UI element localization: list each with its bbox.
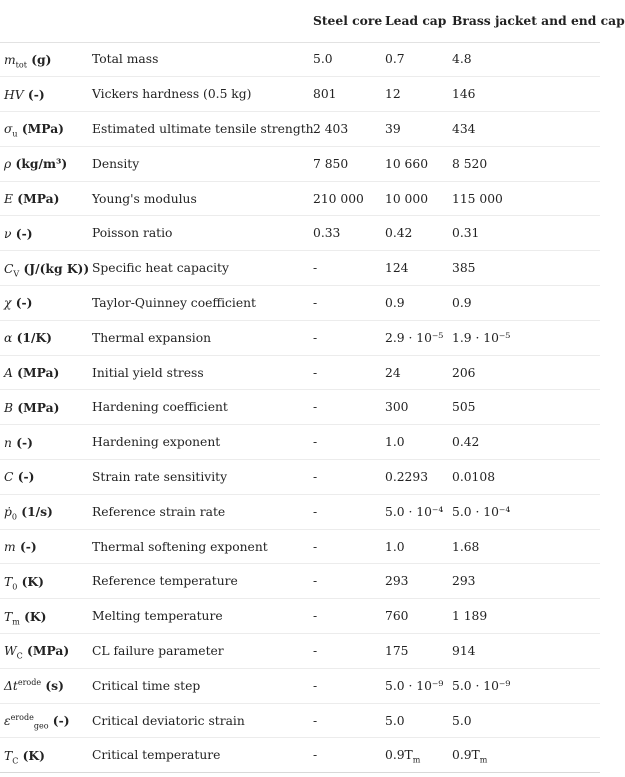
parameter-symbol [0, 668, 92, 703]
symbol-variable: σ [4, 122, 13, 137]
brass-jacket-value-text: 5.0 · 10⁻⁴ [452, 504, 511, 519]
brass-jacket-value-text: 146 [452, 87, 476, 102]
symbol-variable: T [4, 609, 13, 624]
brass-jacket-value-text: 434 [452, 121, 476, 136]
symbol-subscript: u [12, 129, 18, 139]
steel-core-value-text: 801 [313, 87, 337, 102]
steel-core-value [313, 738, 385, 773]
symbol-variable: T [4, 574, 13, 589]
brass-jacket-value [452, 286, 600, 321]
parameter-symbol [0, 529, 92, 564]
symbol-unit: (1/s) [21, 504, 53, 520]
parameter-symbol [0, 355, 92, 390]
steel-core-value [313, 146, 385, 181]
table-row [0, 181, 600, 216]
steel-core-value [313, 42, 385, 77]
lead-cap-value [385, 494, 452, 529]
brass-jacket-value-text: 505 [452, 400, 476, 415]
lead-cap-value-text: 300 [385, 400, 409, 415]
symbol-subscript: C [16, 651, 23, 661]
parameter-symbol [0, 286, 92, 321]
lead-cap-value-text: 0.7 [385, 52, 405, 67]
brass-jacket-value [452, 634, 600, 669]
steel-core-value-text: - [313, 330, 318, 345]
lead-cap-value [385, 703, 452, 738]
parameter-description: Taylor-Quinney coefficient [92, 295, 256, 310]
brass-jacket-value-text: 5.0 · 10⁻⁹ [452, 678, 511, 693]
parameter-description: Poisson ratio [92, 226, 173, 241]
lead-cap-value-text: 0.9T [385, 748, 413, 763]
symbol-unit: (MPa) [17, 365, 60, 381]
lead-cap-value-text: 293 [385, 574, 409, 589]
lead-cap-value [385, 390, 452, 425]
lead-cap-value [385, 77, 452, 112]
brass-jacket-value [452, 425, 600, 460]
parameter-symbol [0, 390, 92, 425]
symbol-unit: (J/(kg K)) [23, 260, 90, 276]
parameter-description: Specific heat capacity [92, 261, 229, 276]
steel-core-value-text: - [313, 469, 318, 484]
table-row [0, 668, 600, 703]
lead-cap-value-text: 5.0 [385, 713, 405, 728]
symbol-subscript: V [13, 269, 20, 279]
lead-cap-value [385, 634, 452, 669]
steel-core-value-text: 7 850 [313, 156, 349, 171]
lead-cap-value-text: 124 [385, 261, 409, 276]
table-row [0, 634, 600, 669]
lead-cap-value [385, 668, 452, 703]
symbol-unit: (-) [15, 295, 33, 311]
symbol-unit: (-) [17, 469, 35, 485]
parameter-description: Density [92, 156, 140, 171]
brass-jacket-value [452, 460, 600, 495]
table-row [0, 146, 600, 181]
steel-core-value [313, 564, 385, 599]
steel-core-value [313, 703, 385, 738]
symbol-variable: α [4, 331, 13, 346]
symbol-variable: C [4, 261, 14, 276]
lead-cap-value [385, 320, 452, 355]
symbol-subscript: tot [15, 60, 27, 70]
steel-core-value [313, 494, 385, 529]
steel-core-value-text: - [313, 400, 318, 415]
steel-core-value-text: - [313, 748, 318, 763]
parameter-description: Hardening coefficient [92, 400, 228, 415]
lead-cap-value-text: 0.42 [385, 226, 413, 241]
brass-jacket-value [452, 529, 600, 564]
brass-jacket-value [452, 703, 600, 738]
parameter-description: Critical temperature [92, 748, 221, 763]
table-row [0, 703, 600, 738]
symbol-variable: A [4, 366, 13, 381]
parameter-symbol [0, 599, 92, 634]
symbol-unit: (-) [16, 434, 33, 450]
table-row [0, 599, 600, 634]
symbol-variable: W [4, 644, 17, 659]
brass-jacket-value [452, 181, 600, 216]
lead-cap-value [385, 529, 452, 564]
brass-jacket-value-text: 115 000 [452, 191, 503, 206]
lead-cap-value-text: 0.2293 [385, 469, 429, 484]
parameter-description: Strain rate sensitivity [92, 469, 228, 484]
lead-cap-value-text: 5.0 · 10⁻⁹ [385, 678, 444, 693]
steel-core-value-text: 2 403 [313, 121, 349, 136]
header-symbol [0, 0, 92, 42]
lead-cap-value-text: 10 660 [385, 156, 429, 171]
steel-core-value [313, 181, 385, 216]
parameter-description: Hardening exponent [92, 435, 221, 450]
steel-core-value [313, 112, 385, 147]
lead-cap-value [385, 146, 452, 181]
steel-core-value [313, 216, 385, 251]
symbol-unit: (K) [24, 608, 47, 624]
steel-core-value [313, 77, 385, 112]
parameter-symbol [0, 425, 92, 460]
brass-jacket-value [452, 320, 600, 355]
parameter-description: Thermal softening exponent [92, 539, 268, 554]
lead-cap-value [385, 355, 452, 390]
steel-core-value-text: - [313, 643, 318, 658]
table-row [0, 320, 600, 355]
symbol-variable: B [4, 400, 14, 415]
steel-core-value [313, 355, 385, 390]
brass-jacket-value-text: 1.68 [452, 539, 480, 554]
steel-core-value [313, 634, 385, 669]
lead-cap-value-text: 760 [385, 609, 409, 624]
brass-jacket-value [452, 564, 600, 599]
symbol-unit: (1/K) [16, 330, 52, 346]
symbol-unit: (K) [21, 573, 44, 589]
symbol-unit: (MPa) [21, 121, 64, 137]
symbol-unit: (-) [15, 225, 33, 241]
brass-jacket-value-subscript: m [479, 755, 488, 765]
brass-jacket-value [452, 494, 600, 529]
symbol-variable: m [4, 52, 16, 67]
table-row [0, 216, 600, 251]
parameter-symbol [0, 564, 92, 599]
symbol-subscript: 0 [11, 512, 17, 522]
brass-jacket-value [452, 112, 600, 147]
table-row [0, 42, 600, 77]
symbol-variable: ρ [4, 157, 12, 172]
symbol-unit: (kg/m³) [15, 156, 68, 172]
parameter-symbol [0, 738, 92, 773]
steel-core-value [313, 460, 385, 495]
steel-core-value-text: - [313, 365, 318, 380]
lead-cap-value [385, 738, 452, 773]
parameter-symbol [0, 634, 92, 669]
table-header-row [0, 0, 600, 42]
symbol-unit: (s) [45, 678, 64, 694]
brass-jacket-value [452, 216, 600, 251]
lead-cap-value [385, 599, 452, 634]
table-row [0, 529, 600, 564]
lead-cap-value-text: 10 000 [385, 191, 429, 206]
steel-core-value [313, 251, 385, 286]
table-row [0, 564, 600, 599]
symbol-subscript: m [12, 617, 20, 627]
brass-jacket-value-text: 0.9T [452, 748, 480, 763]
parameter-description: Initial yield stress [92, 365, 204, 380]
parameter-symbol [0, 494, 92, 529]
header-steel-core: Steel core [313, 0, 385, 42]
symbol-variable: C [4, 470, 14, 485]
steel-core-value-text: - [313, 574, 318, 589]
brass-jacket-value-text: 8 520 [452, 156, 488, 171]
parameter-symbol [0, 320, 92, 355]
symbol-superscript: erode [17, 678, 42, 688]
symbol-variable: Δt [4, 679, 18, 694]
table-row [0, 286, 600, 321]
lead-cap-value-text: 12 [385, 87, 401, 102]
parameter-description: CL failure parameter [92, 643, 224, 658]
table-row [0, 251, 600, 286]
steel-core-value [313, 529, 385, 564]
brass-jacket-value [452, 42, 600, 77]
table-row [0, 390, 600, 425]
steel-core-value-text: - [313, 295, 318, 310]
parameter-symbol [0, 251, 92, 286]
symbol-superscript: erode [10, 712, 34, 722]
symbol-variable: ṗ [4, 505, 12, 520]
parameter-symbol [0, 77, 92, 112]
table-row [0, 494, 600, 529]
brass-jacket-value-text: 1 189 [452, 609, 488, 624]
lead-cap-value [385, 42, 452, 77]
parameter-description: Thermal expansion [92, 330, 212, 345]
brass-jacket-value-text: 5.0 [452, 713, 472, 728]
symbol-variable: E [4, 192, 13, 207]
parameter-description: Estimated ultimate tensile strength [92, 121, 314, 136]
lead-cap-value [385, 251, 452, 286]
lead-cap-value-subscript: m [412, 755, 421, 765]
brass-jacket-value-text: 0.0108 [452, 469, 496, 484]
lead-cap-value-text: 2.9 · 10⁻⁵ [385, 330, 444, 345]
steel-core-value-text: - [313, 435, 318, 450]
symbol-variable: ν [4, 226, 12, 241]
steel-core-value-text: 5.0 [313, 52, 333, 67]
parameter-description: Critical time step [92, 678, 201, 693]
steel-core-value-text: - [313, 539, 318, 554]
steel-core-value-text: - [313, 678, 318, 693]
symbol-unit: (-) [19, 539, 37, 555]
brass-jacket-value [452, 390, 600, 425]
symbol-subscript: C [12, 756, 19, 766]
parameter-description: Vickers hardness (0.5 kg) [92, 87, 252, 102]
lead-cap-value [385, 564, 452, 599]
brass-jacket-value [452, 146, 600, 181]
steel-core-value [313, 668, 385, 703]
brass-jacket-value-text: 914 [452, 643, 476, 658]
steel-core-value-text: 0.33 [313, 226, 341, 241]
lead-cap-value-text: 175 [385, 643, 409, 658]
lead-cap-value-text: 39 [385, 121, 401, 136]
lead-cap-value-text: 24 [385, 365, 401, 380]
lead-cap-value-text: 1.0 [385, 539, 405, 554]
table-row [0, 355, 600, 390]
lead-cap-value [385, 181, 452, 216]
brass-jacket-value [452, 738, 600, 773]
symbol-unit: (K) [22, 747, 45, 763]
steel-core-value-text: - [313, 261, 318, 276]
symbol-unit: (MPa) [27, 643, 70, 659]
header-brass-jacket: Brass jacket and end cap [452, 0, 600, 42]
lead-cap-value [385, 460, 452, 495]
symbol-variable: n [4, 435, 12, 450]
symbol-subscript: geo [33, 721, 49, 731]
symbol-unit: (-) [27, 86, 45, 102]
table-body [0, 42, 600, 773]
symbol-unit: (g) [31, 51, 52, 67]
parameter-symbol [0, 460, 92, 495]
header-lead-cap: Lead cap [385, 0, 452, 42]
brass-jacket-value-text: 1.9 · 10⁻⁵ [452, 330, 511, 345]
brass-jacket-value [452, 251, 600, 286]
table-row [0, 738, 600, 773]
brass-jacket-value-text: 4.8 [452, 52, 472, 67]
parameter-description: Reference temperature [92, 574, 238, 589]
lead-cap-value [385, 112, 452, 147]
lead-cap-value [385, 425, 452, 460]
table-row [0, 425, 600, 460]
steel-core-value [313, 425, 385, 460]
header-description [92, 0, 313, 42]
parameter-symbol [0, 146, 92, 181]
parameter-description: Reference strain rate [92, 504, 226, 519]
parameter-description: Melting temperature [92, 609, 223, 624]
symbol-subscript: 0 [12, 582, 18, 592]
parameter-description: Young's modulus [92, 191, 197, 206]
steel-core-value-text: - [313, 713, 318, 728]
steel-core-value [313, 286, 385, 321]
brass-jacket-value-text: 0.31 [452, 226, 480, 241]
brass-jacket-value-text: 0.9 [452, 295, 472, 310]
brass-jacket-value [452, 355, 600, 390]
symbol-variable: HV [4, 87, 24, 102]
parameter-symbol [0, 181, 92, 216]
brass-jacket-value-text: 293 [452, 574, 476, 589]
symbol-unit: (-) [52, 713, 70, 729]
symbol-unit: (MPa) [17, 191, 60, 207]
table-row [0, 77, 600, 112]
lead-cap-value-text: 1.0 [385, 435, 405, 450]
parameter-symbol [0, 42, 92, 77]
parameter-symbol [0, 703, 92, 738]
symbol-variable: χ [4, 296, 12, 311]
steel-core-value [313, 320, 385, 355]
brass-jacket-value [452, 668, 600, 703]
steel-core-value-text: 210 000 [313, 191, 364, 206]
brass-jacket-value [452, 77, 600, 112]
table-row [0, 112, 600, 147]
brass-jacket-value-text: 206 [452, 365, 476, 380]
lead-cap-value [385, 216, 452, 251]
symbol-variable: ε [4, 714, 11, 729]
parameter-description: Critical deviatoric strain [92, 713, 245, 728]
lead-cap-value-text: 5.0 · 10⁻⁴ [385, 504, 444, 519]
table-row [0, 460, 600, 495]
brass-jacket-value-text: 0.42 [452, 435, 480, 450]
steel-core-value [313, 390, 385, 425]
parameter-description: Total mass [92, 52, 159, 67]
steel-core-value-text: - [313, 504, 318, 519]
steel-core-value [313, 599, 385, 634]
brass-jacket-value-text: 385 [452, 261, 476, 276]
parameter-symbol [0, 112, 92, 147]
lead-cap-value [385, 286, 452, 321]
symbol-unit: (MPa) [17, 399, 60, 415]
steel-core-value-text: - [313, 609, 318, 624]
brass-jacket-value [452, 599, 600, 634]
symbol-variable: m [4, 540, 16, 555]
parameter-symbol [0, 216, 92, 251]
symbol-variable: T [4, 748, 13, 763]
lead-cap-value-text: 0.9 [385, 295, 405, 310]
